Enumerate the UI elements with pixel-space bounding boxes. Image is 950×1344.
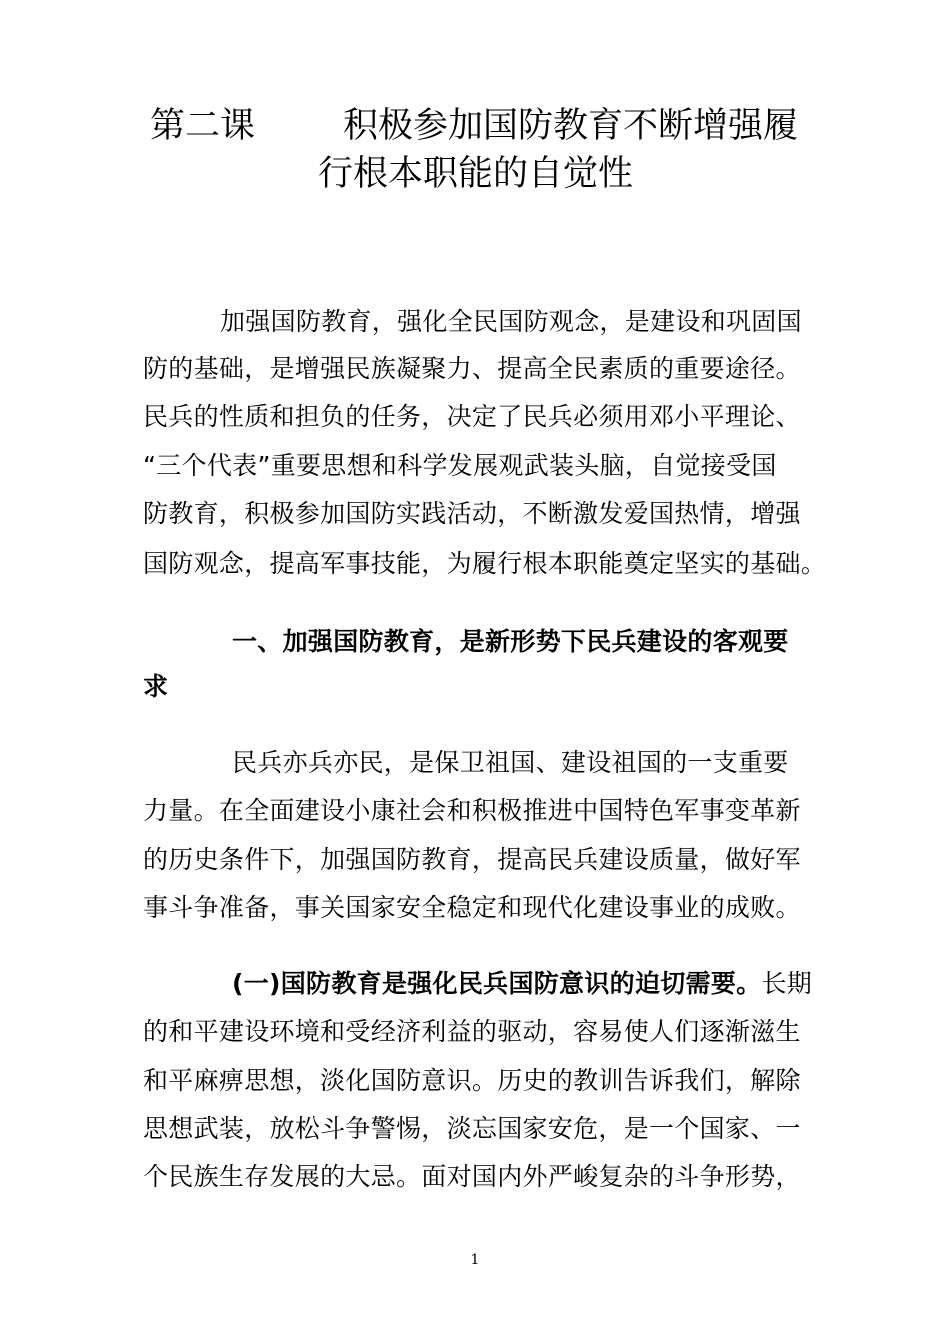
- paragraph-line: 和平麻痹思想，淡化国防意识。历史的教训告诉我们，解除: [143, 1066, 801, 1095]
- paragraph-line: 思想武装，放松斗争警惕，淡忘国家安危，是一个国家、一: [143, 1114, 801, 1143]
- paragraph-line: 个民族生存发展的大忌。面对国内外严峻复杂的斗争形势，: [143, 1162, 801, 1191]
- page-number: 1: [470, 1252, 480, 1268]
- lesson-number: 第二课: [150, 106, 256, 146]
- paragraph-line: 的历史条件下，加强国防教育，提高民兵建设质量，做好军: [143, 845, 801, 874]
- paragraph-line: 的和平建设环境和受经济利益的驱动，容易使人们逐渐滋生: [143, 1017, 801, 1046]
- intro-line: 加强国防教育，强化全民国防观念，是建设和巩固国: [220, 307, 802, 336]
- lesson-title-part-2: 行根本职能的自觉性: [318, 154, 634, 194]
- lesson-title-part-1: 积极参加国防教育不断增强履: [343, 106, 799, 146]
- subsection-lead-line: [232, 966, 812, 1002]
- paragraph-line: 事斗争准备，事关国家安全稳定和现代化建设事业的成败。: [143, 893, 801, 922]
- section-heading-continued: 求: [143, 672, 169, 701]
- section-heading: 一、加强国防教育，是新形势下民兵建设的客观要: [232, 627, 789, 656]
- paragraph-text: 长期: [761, 969, 813, 998]
- intro-line: “三个代表”重要思想和科学发展观武装头脑，自觉接受国: [143, 451, 777, 480]
- paragraph-line: 民兵亦兵亦民，是保卫祖国、建设祖国的一支重要: [232, 748, 789, 777]
- intro-line: 国防观念，提高军事技能，为履行根本职能奠定坚实的基础。: [143, 549, 827, 578]
- intro-line: 防教育，积极参加国防实践活动，不断激发爱国热情，增强: [143, 499, 801, 528]
- subsection-heading: (一)国防教育是强化民兵国防意识的迫切需要。: [232, 969, 762, 998]
- paragraph-line: 力量。在全面建设小康社会和积极推进中国特色军事变革新: [143, 796, 801, 825]
- intro-line: 防的基础，是增强民族凝聚力、提高全民素质的重要途径。: [143, 354, 801, 383]
- intro-line: 民兵的性质和担负的任务，决定了民兵必须用邓小平理论、: [143, 402, 801, 431]
